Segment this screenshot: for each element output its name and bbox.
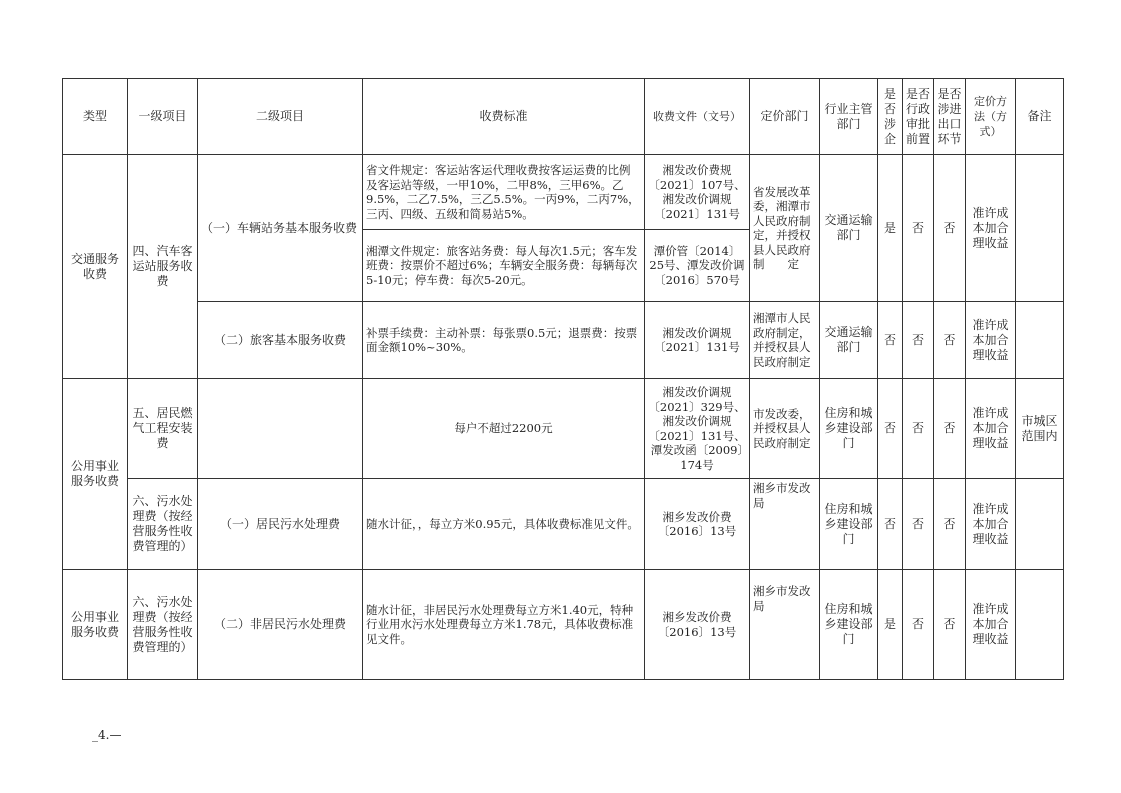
cell-note xyxy=(1016,302,1064,379)
table-row xyxy=(63,570,1064,680)
header-method: 定价方法（方式） xyxy=(966,79,1016,155)
cell-approval: 否 xyxy=(903,570,934,680)
cell-industry: 交通运输部门 xyxy=(820,155,878,302)
header-import: 是否涉进出口环节 xyxy=(934,79,966,155)
cell-import: 否 xyxy=(934,479,966,570)
header-level2: 二级项目 xyxy=(198,79,363,155)
cell-level1: 六、污水处理费（按经营服务性收费管理的） xyxy=(128,479,198,570)
cell-enterprise: 否 xyxy=(878,379,903,479)
table-row xyxy=(63,155,1064,230)
cell-dept: 省发展改革委，湘潭市人民政府制定，并授权县人民政府制 定 xyxy=(750,155,820,302)
table-row xyxy=(63,479,1064,570)
cell-industry: 交通运输部门 xyxy=(820,302,878,379)
table-row xyxy=(63,379,1064,479)
cell-level1: 五、居民燃气工程安装费 xyxy=(128,379,198,479)
cell-doc: 湘发改价调规〔2021〕131号 xyxy=(645,302,750,379)
cell-doc-a: 湘发改价费规〔2021〕107号、湘发改价调规〔2021〕131号 xyxy=(645,155,750,230)
cell-enterprise: 否 xyxy=(878,302,903,379)
cell-standard: 随水计征，，每立方米0.95元，具体收费标准见文件。 xyxy=(363,479,645,570)
cell-industry: 住房和城乡建设部门 xyxy=(820,570,878,680)
cell-standard: 补票手续费：主动补票：每张票0.5元；退票费：按票面金额10%~30%。 xyxy=(363,302,645,379)
cell-doc-b: 潭价管〔2014〕25号、潭发改价调〔2016〕570号 xyxy=(645,230,750,302)
header-enterprise: 是否涉企 xyxy=(878,79,903,155)
cell-dept: 湘乡市发改局 xyxy=(750,479,820,570)
cell-level2: （二）非居民污水处理费 xyxy=(198,570,363,680)
cell-approval: 否 xyxy=(903,479,934,570)
cell-industry: 住房和城乡建设部门 xyxy=(820,379,878,479)
cell-standard-a: 省文件规定：客运站客运代理收费按客运运费的比例及客运站等级，一甲10%，二甲8%，三甲6%。乙9.5%，二乙7.5%，三乙5.5%。一丙9%，二丙7%，三丙、四级、五级和简易站5%。 xyxy=(363,155,645,230)
header-dept: 定价部门 xyxy=(750,79,820,155)
cell-method: 准许成本加合理收益 xyxy=(966,479,1016,570)
cell-method: 准许成本加合理收益 xyxy=(966,570,1016,680)
header-industry: 行业主管部门 xyxy=(820,79,878,155)
header-type: 类型 xyxy=(63,79,128,155)
header-note: 备注 xyxy=(1016,79,1064,155)
cell-level2: （二）旅客基本服务收费 xyxy=(198,302,363,379)
cell-standard: 随水计征，非居民污水处理费每立方米1.40元，特种行业用水污水处理费每立方米1.78元，具体收费标准见文件。 xyxy=(363,570,645,680)
header-doc: 收费文件（文号） xyxy=(645,79,750,155)
cell-type: 交通服务收费 xyxy=(63,155,128,379)
cell-level1: 六、污水处理费（按经营服务性收费管理的） xyxy=(128,570,198,680)
cell-type: 公用事业服务收费 xyxy=(63,570,128,680)
cell-import: 否 xyxy=(934,570,966,680)
cell-level2: （一）车辆站务基本服务收费 xyxy=(198,155,363,302)
header-approval: 是否行政审批前置 xyxy=(903,79,934,155)
cell-doc: 湘乡发改价费〔2016〕13号 xyxy=(645,570,750,680)
cell-note xyxy=(1016,570,1064,680)
cell-approval: 否 xyxy=(903,155,934,302)
cell-doc: 湘乡发改价费〔2016〕13号 xyxy=(645,479,750,570)
cell-approval: 否 xyxy=(903,302,934,379)
cell-import: 否 xyxy=(934,155,966,302)
cell-note xyxy=(1016,155,1064,302)
cell-level2 xyxy=(198,379,363,479)
cell-standard-b: 湘潭文件规定：旅客站务费：每人每次1.5元；客车发班费：按票价不超过6%；车辆安全服务费：每辆每次5-10元；停车费：每次5-20元。 xyxy=(363,230,645,302)
cell-import: 否 xyxy=(934,379,966,479)
table-row xyxy=(63,302,1064,379)
fee-table xyxy=(62,78,1064,680)
header-level1: 一级项目 xyxy=(128,79,198,155)
cell-note xyxy=(1016,479,1064,570)
cell-industry: 住房和城乡建设部门 xyxy=(820,479,878,570)
header-row xyxy=(63,79,1064,155)
cell-dept: 湘乡市发改局 xyxy=(750,570,820,680)
cell-standard: 每户不超过2200元 xyxy=(363,379,645,479)
cell-import: 否 xyxy=(934,302,966,379)
cell-method: 准许成本加合理收益 xyxy=(966,379,1016,479)
cell-type: 公用事业服务收费 xyxy=(63,379,128,570)
page-number: _4.— xyxy=(92,728,122,742)
cell-method: 准许成本加合理收益 xyxy=(966,155,1016,302)
cell-enterprise: 否 xyxy=(878,479,903,570)
cell-approval: 否 xyxy=(903,379,934,479)
cell-enterprise: 是 xyxy=(878,570,903,680)
cell-dept: 市发改委，并授权县人民政府制定 xyxy=(750,379,820,479)
header-standard: 收费标准 xyxy=(363,79,645,155)
cell-note: 市城区范围内 xyxy=(1016,379,1064,479)
cell-method: 准许成本加合理收益 xyxy=(966,302,1016,379)
cell-doc: 湘发改价调规〔2021〕329号、湘发改价调规〔2021〕131号、潭发改函〔2009〕174号 xyxy=(645,379,750,479)
cell-level2: （一）居民污水处理费 xyxy=(198,479,363,570)
cell-level1: 四、汽车客运站服务收费 xyxy=(128,155,198,379)
cell-dept: 湘潭市人民政府制定，并授权县人民政府制定 xyxy=(750,302,820,379)
cell-enterprise: 是 xyxy=(878,155,903,302)
